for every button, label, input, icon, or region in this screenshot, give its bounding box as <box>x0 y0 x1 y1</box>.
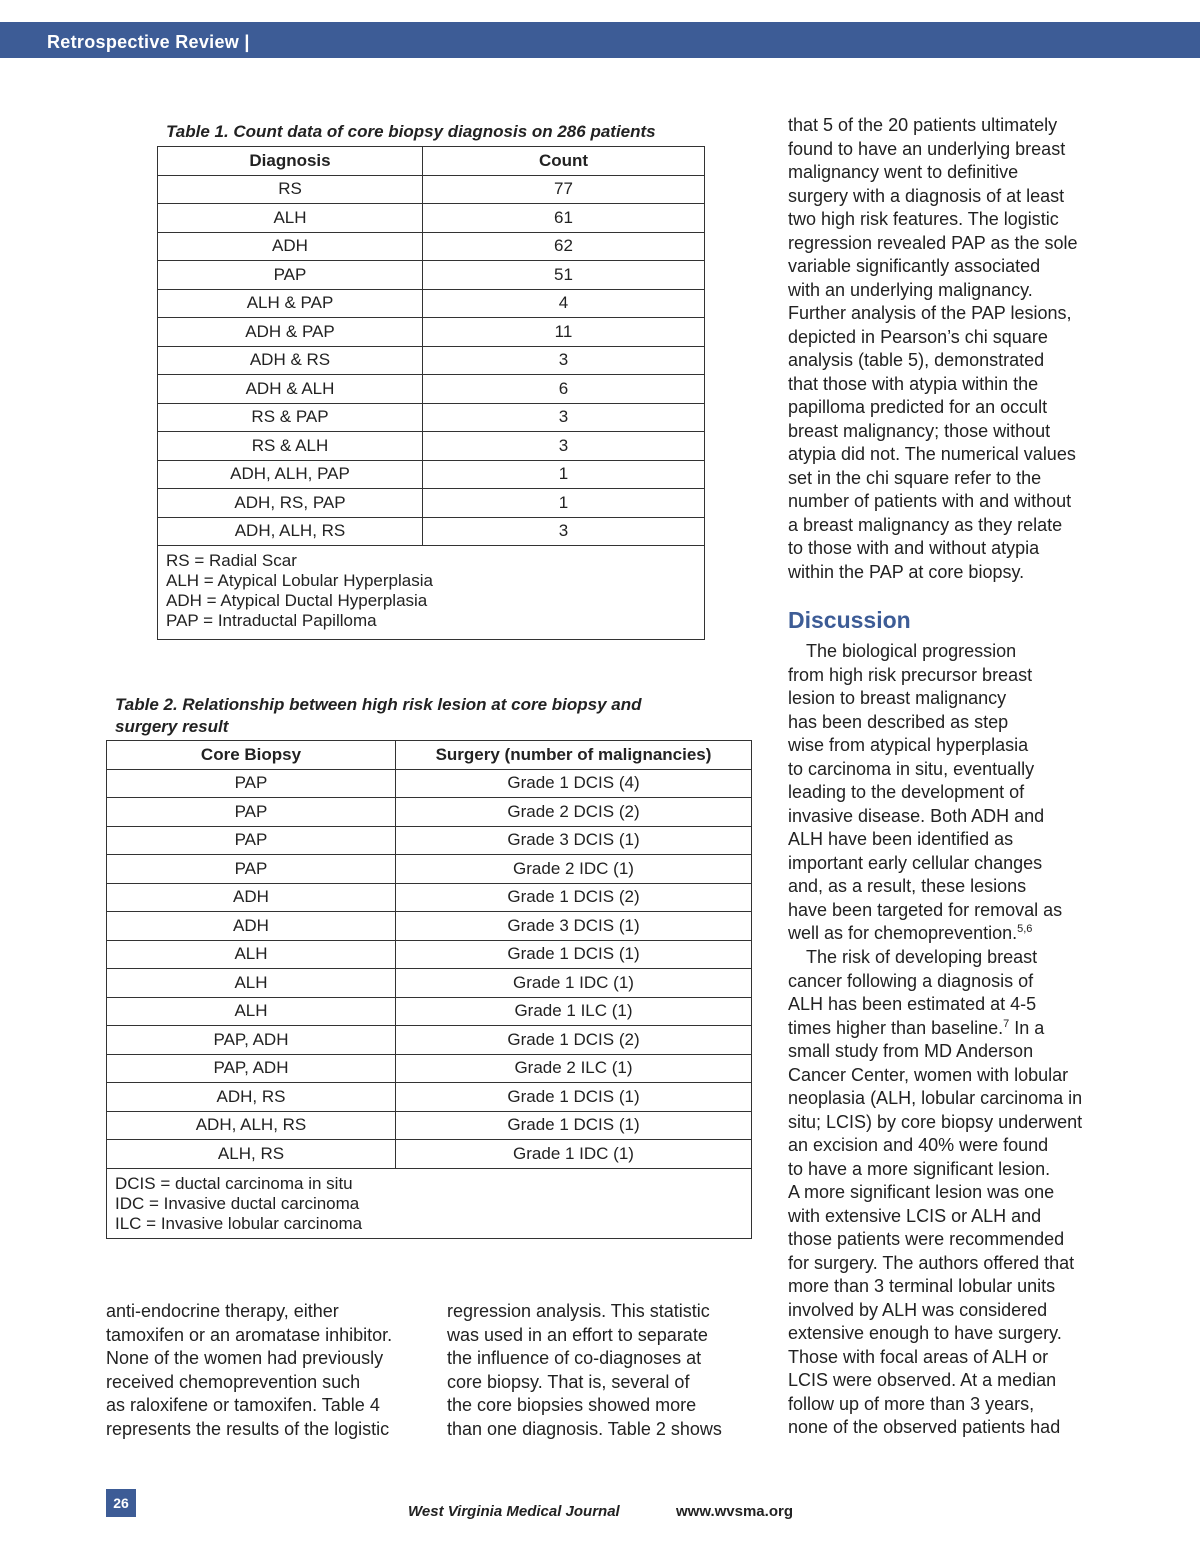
table-cell: Grade 2 IDC (1) <box>396 855 752 884</box>
text-line: two high risk features. The logistic <box>788 209 1059 229</box>
text-line: The risk of developing breast <box>806 947 1038 967</box>
table-cell: ALH <box>107 969 396 998</box>
text-line: found to have an underlying breast <box>788 138 1066 159</box>
table-cell: ADH <box>107 912 396 941</box>
body-column-3-top <box>788 114 1108 584</box>
discussion-paragraph-1 <box>788 640 1108 946</box>
table1-caption: Table 1. Count data of core biopsy diagnosis on 286 patients <box>166 122 656 141</box>
table1-row <box>158 403 705 432</box>
text-segment: In a <box>1009 1017 1045 1038</box>
table1-row <box>158 460 705 489</box>
table-cell: 77 <box>423 175 705 204</box>
text-line: analysis (table 5), demonstrated <box>788 350 1045 370</box>
text-line: within the PAP at core biopsy. <box>788 561 1025 582</box>
table-cell: ALH <box>158 204 423 233</box>
table-cell: PAP, ADH <box>107 1054 396 1083</box>
table2-row <box>107 1054 752 1083</box>
text-line: ALH has been estimated at 4-5 <box>788 994 1037 1014</box>
table-cell: ALH & PAP <box>158 289 423 318</box>
table-cell: Grade 1 DCIS (2) <box>396 1026 752 1055</box>
text-line: regression analysis. This statistic <box>447 1301 710 1321</box>
table2-row <box>107 1083 752 1112</box>
table-cell: 3 <box>423 346 705 375</box>
text-line: a breast malignancy as they relate <box>788 514 1063 535</box>
table2-row <box>107 883 752 912</box>
table-cell: Grade 2 DCIS (2) <box>396 798 752 827</box>
table-cell: Grade 1 DCIS (1) <box>396 940 752 969</box>
text-line: core biopsy. That is, several of <box>447 1371 690 1392</box>
text-segment: times higher than baseline. <box>788 1017 1004 1038</box>
legend-line: DCIS = ductal carcinoma in situ <box>115 1173 353 1193</box>
text-line: number of patients with and without <box>788 491 1072 511</box>
text-line: extensive enough to have surgery. <box>788 1323 1062 1343</box>
text-line: involved by ALH was considered <box>788 1299 1048 1320</box>
table1 <box>157 146 705 640</box>
table-cell: PAP <box>107 798 396 827</box>
table-cell: 3 <box>423 432 705 461</box>
table-legend <box>158 546 705 640</box>
text-line: small study from MD Anderson <box>788 1041 1034 1061</box>
table-cell: 51 <box>423 261 705 290</box>
text-line: set in the chi square refer to the <box>788 467 1042 488</box>
table-legend-row <box>158 546 705 640</box>
table1-row <box>158 432 705 461</box>
text-line: ALH have been identified as <box>788 829 1014 849</box>
table-cell: Grade 1 DCIS (1) <box>396 1111 752 1140</box>
text-line: from high risk precursor breast <box>788 664 1033 685</box>
table-cell: Grade 1 DCIS (1) <box>396 1083 752 1112</box>
table-cell: ADH, ALH, PAP <box>158 460 423 489</box>
header-bar <box>0 22 1200 58</box>
legend-line: IDC = Invasive ductal carcinoma <box>115 1193 360 1213</box>
text-line: Further analysis of the PAP lesions, <box>788 303 1072 323</box>
table-cell: PAP <box>158 261 423 290</box>
table-cell: ADH, ALH, RS <box>158 517 423 546</box>
table-cell: 4 <box>423 289 705 318</box>
table-cell: RS <box>158 175 423 204</box>
text-line: received chemoprevention such <box>106 1371 361 1392</box>
text-line: lesion to breast malignancy <box>788 688 1007 708</box>
body-column-2 <box>447 1300 767 1441</box>
table-cell: 6 <box>423 375 705 404</box>
text-line: those patients were recommended <box>788 1229 1065 1249</box>
legend-line: ALH = Atypical Lobular Hyperplasia <box>166 571 433 590</box>
table2-row <box>107 855 752 884</box>
text-line: papilloma predicted for an occult <box>788 397 1048 417</box>
table2-row <box>107 798 752 827</box>
text-line: None of the women had previously <box>106 1348 384 1368</box>
table-cell: RS & ALH <box>158 432 423 461</box>
table-cell: 1 <box>423 489 705 518</box>
text-line: has been described as step <box>788 711 1009 732</box>
text-line: more than 3 terminal lobular units <box>788 1276 1056 1296</box>
table2-header-core-biopsy: Core Biopsy <box>107 741 396 770</box>
text-line: breast malignancy; those without <box>788 420 1051 441</box>
text-line: that those with atypia within the <box>788 373 1039 394</box>
table-legend <box>107 1168 752 1238</box>
text-line: LCIS were observed. At a median <box>788 1370 1057 1390</box>
table-cell: Grade 2 ILC (1) <box>396 1054 752 1083</box>
section-title: Retrospective Review | <box>47 32 250 52</box>
text-line: an excision and 40% were found <box>788 1135 1049 1155</box>
text-line: for surgery. The authors offered that <box>788 1252 1075 1273</box>
text-line: Those with focal areas of ALH or <box>788 1346 1049 1367</box>
text-line: atypia did not. The numerical values <box>788 444 1076 464</box>
table1-row <box>158 489 705 518</box>
text-line: than one diagnosis. Table 2 shows <box>447 1418 722 1439</box>
table-cell: Grade 3 DCIS (1) <box>396 826 752 855</box>
legend-line: ADH = Atypical Ductal Hyperplasia <box>166 591 428 610</box>
table-cell: 61 <box>423 204 705 233</box>
table1-header-diagnosis: Diagnosis <box>158 147 423 176</box>
text-line: regression revealed PAP as the sole <box>788 232 1078 253</box>
table-cell: RS & PAP <box>158 403 423 432</box>
table2-row <box>107 969 752 998</box>
table-cell: 62 <box>423 232 705 261</box>
table-cell: Grade 1 DCIS (2) <box>396 883 752 912</box>
text-line: A more significant lesion was one <box>788 1182 1055 1202</box>
table-cell: Grade 1 DCIS (4) <box>396 769 752 798</box>
table2-row <box>107 997 752 1026</box>
table-cell: ALH, RS <box>107 1140 396 1169</box>
table-cell: ADH & RS <box>158 346 423 375</box>
text-line: The biological progression <box>806 641 1017 661</box>
table2-header-surgery: Surgery (number of malignancies) <box>396 741 752 770</box>
table1-row <box>158 232 705 261</box>
table2-row <box>107 1140 752 1169</box>
table2 <box>106 740 752 1239</box>
table1-row <box>158 289 705 318</box>
table-cell: ADH & ALH <box>158 375 423 404</box>
text-line: variable significantly associated <box>788 256 1041 276</box>
legend-line: PAP = Intraductal Papilloma <box>166 611 377 630</box>
text-line: well as for chemoprevention.$^{5,6}$ <box>788 923 1033 943</box>
text-line: was used in an effort to separate <box>447 1324 708 1345</box>
text-line: wise from atypical hyperplasia <box>788 735 1029 755</box>
table1-row <box>158 318 705 347</box>
text-line: as raloxifene or tamoxifen. Table 4 <box>106 1395 380 1415</box>
text-line: to have a more significant lesion. <box>788 1158 1051 1179</box>
text-line: to those with and without atypia <box>788 538 1040 558</box>
text-line: important early cellular changes <box>788 852 1043 873</box>
text-line: that 5 of the 20 patients ultimately <box>788 115 1058 135</box>
table2-row <box>107 1111 752 1140</box>
reference-superscript: 5,6 <box>1017 923 1033 935</box>
text-line: situ; LCIS) by core biopsy underwent <box>788 1111 1083 1132</box>
table2-row <box>107 940 752 969</box>
text-line: to carcinoma in situ, eventually <box>788 758 1035 779</box>
text-line: surgery with a diagnosis of at least <box>788 185 1065 206</box>
journal-name: West Virginia Medical Journal <box>408 1503 620 1520</box>
table1-row <box>158 346 705 375</box>
table-cell: ADH, RS <box>107 1083 396 1112</box>
text-line: none of the observed patients had <box>788 1417 1061 1437</box>
table1-row <box>158 517 705 546</box>
table-cell: ADH <box>107 883 396 912</box>
table-cell: Grade 1 IDC (1) <box>396 969 752 998</box>
table-cell: PAP, ADH <box>107 1026 396 1055</box>
table2-caption: Table 2. Relationship between high risk lesion at core biopsy and surgery result <box>115 695 642 736</box>
table-cell: ADH, RS, PAP <box>158 489 423 518</box>
text-line: the influence of co-diagnoses at <box>447 1348 702 1368</box>
table1-row <box>158 204 705 233</box>
table2-row <box>107 912 752 941</box>
table1-row <box>158 375 705 404</box>
table-cell: ADH & PAP <box>158 318 423 347</box>
table-cell: Grade 3 DCIS (1) <box>396 912 752 941</box>
text-line: malignancy went to definitive <box>788 162 1019 182</box>
page-number: 26 <box>106 1489 136 1517</box>
text-line: invasive disease. Both ADH and <box>788 805 1045 826</box>
table-cell: PAP <box>107 826 396 855</box>
table1-row <box>158 175 705 204</box>
text-line: represents the results of the logistic <box>106 1418 390 1439</box>
table-cell: 3 <box>423 517 705 546</box>
table-cell: 3 <box>423 403 705 432</box>
table1-row <box>158 261 705 290</box>
table-cell: PAP <box>107 769 396 798</box>
text-line: neoplasia (ALH, lobular carcinoma in <box>788 1088 1083 1108</box>
table-cell: 11 <box>423 318 705 347</box>
table-cell: Grade 1 IDC (1) <box>396 1140 752 1169</box>
table-cell: PAP <box>107 855 396 884</box>
text-line: cancer following a diagnosis of <box>788 970 1034 991</box>
text-line: the core biopsies showed more <box>447 1395 697 1415</box>
body-column-1 <box>106 1300 426 1441</box>
text-line: and, as a result, these lesions <box>788 876 1027 896</box>
text-line <box>788 1017 1108 1041</box>
discussion-paragraph-2 <box>788 946 1108 1440</box>
table-cell: ALH <box>107 997 396 1026</box>
table-cell: ADH <box>158 232 423 261</box>
text-line: depicted in Pearson’s chi square <box>788 326 1048 347</box>
table-legend-row <box>107 1168 752 1238</box>
table-cell: Grade 1 ILC (1) <box>396 997 752 1026</box>
text-line: tamoxifen or an aromatase inhibitor. <box>106 1324 393 1345</box>
legend-line: ILC = Invasive lobular carcinoma <box>115 1213 363 1233</box>
table2-row <box>107 769 752 798</box>
table-cell: ALH <box>107 940 396 969</box>
table-cell: 1 <box>423 460 705 489</box>
table-cell: ADH, ALH, RS <box>107 1111 396 1140</box>
text-line: anti-endocrine therapy, either <box>106 1301 339 1321</box>
text-line: Cancer Center, women with lobular <box>788 1064 1069 1085</box>
table2-row <box>107 1026 752 1055</box>
legend-line: RS = Radial Scar <box>166 551 297 570</box>
text-line: with an underlying malignancy. <box>788 279 1033 300</box>
text-line: leading to the development of <box>788 782 1025 802</box>
table1-header-count: Count <box>423 147 705 176</box>
reference-superscript: 7 <box>1003 1017 1010 1030</box>
discussion-heading: Discussion <box>788 607 911 633</box>
text-line: with extensive LCIS or ALH and <box>788 1205 1042 1226</box>
text-line: follow up of more than 3 years, <box>788 1393 1035 1414</box>
website-url: www.wvsma.org <box>676 1503 793 1520</box>
table2-row <box>107 826 752 855</box>
text-line: have been targeted for removal as <box>788 899 1063 920</box>
